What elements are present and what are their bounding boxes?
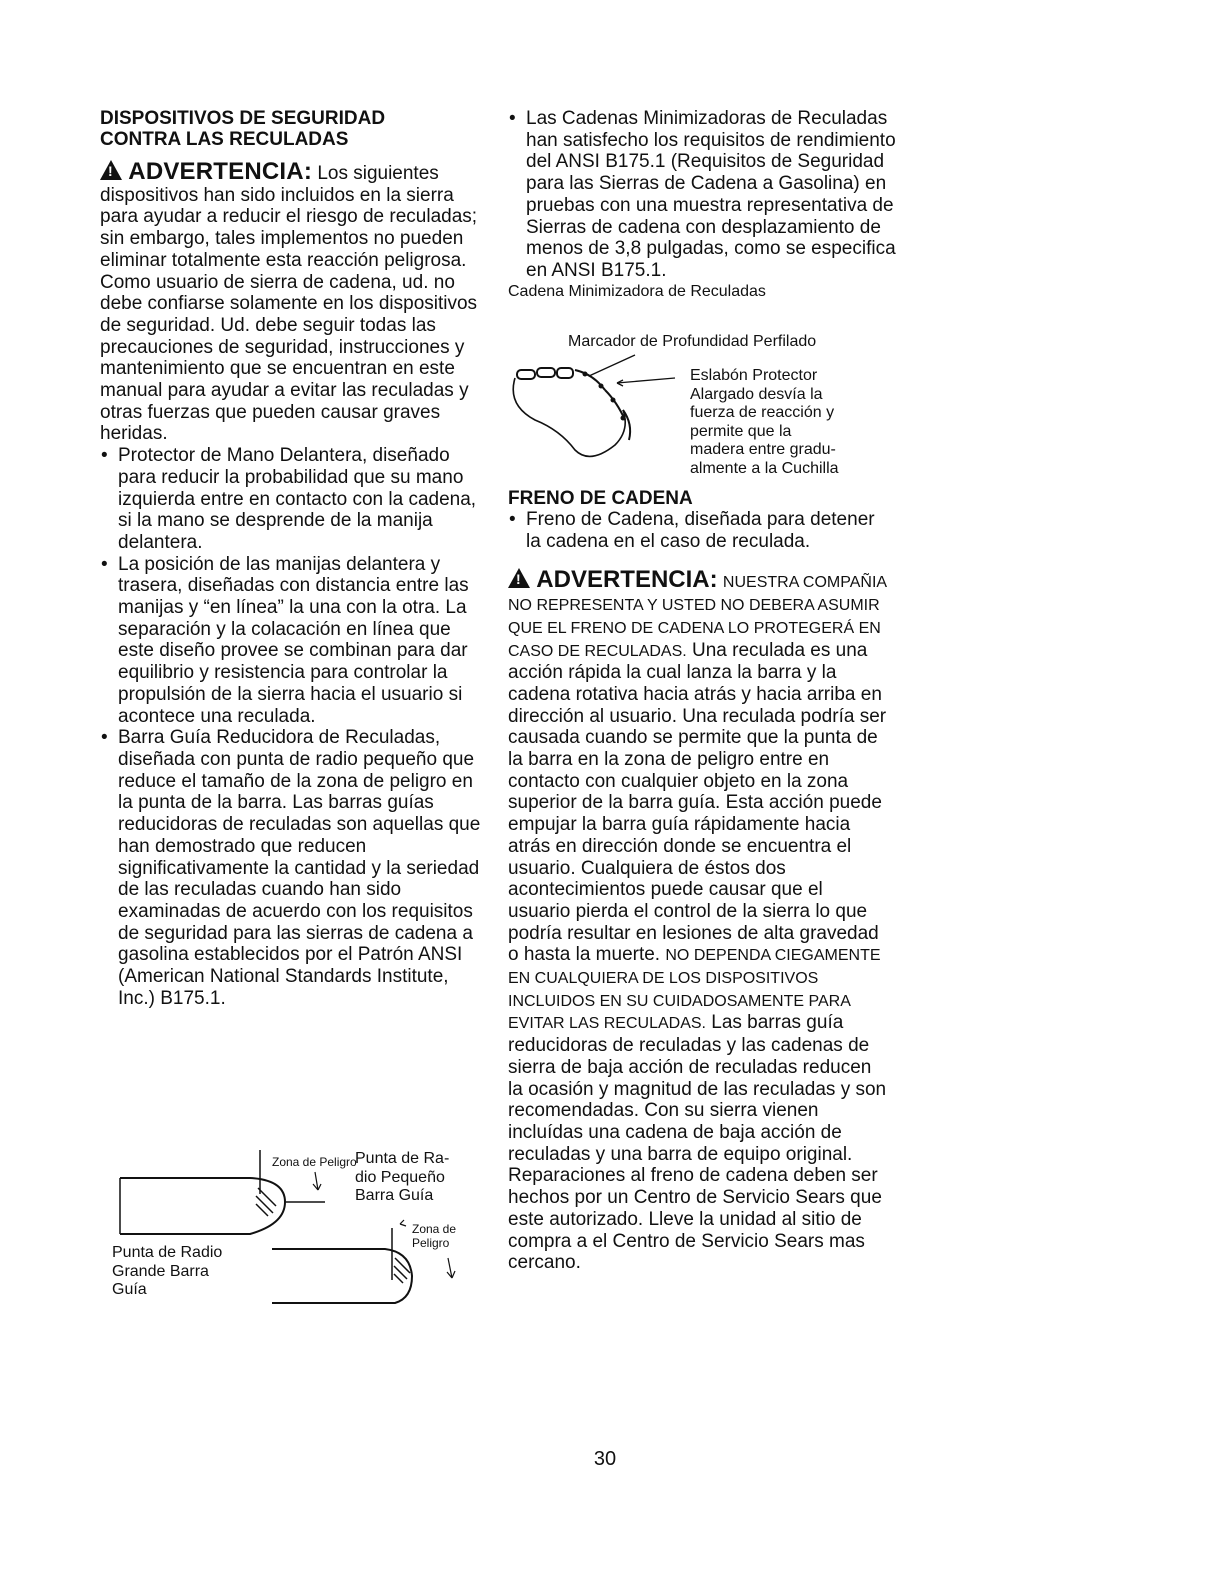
warning-text: Una reculada es una acción rápida la cual lanza la barra y la cadena rotativa hacia atrás y hacia arriba en dirección al usuario. Una reculada podría ser causada cuando se permite que la punta de la barra en la zona de peligro entre en contacto con cualquier objeto en la zona superior de la barra guía. Esta acción puede empujar la barra guía rápidamente hacia atrás en dirección donde se encuentra el usuario. Cualquiera de éstos dos acontecimientos puede causar que el usuario pierda el control de la sierra lo que podría resultar en lesiones de alta gravedad o hasta la muerte. xyxy=(508,639,887,966)
chain-figure-caption: Cadena Minimizadora de Reculadas xyxy=(508,282,766,300)
list-item: • La posición de las manijas delantera y trasera, diseñadas con distancia entre las manijas y “en línea” la una con la otra. La separación y la colacación en línea que este diseño provee se combinan para dar equilibrio y resistencia para controlar la propulsión de la sierra hacia el usuario si acontece una reculada. xyxy=(100,554,490,728)
danger-zone-label-bottom: Zona de Peligro xyxy=(412,1222,457,1250)
safety-device-list xyxy=(100,445,490,1009)
warning-title: ADVERTENCIA: xyxy=(128,158,313,185)
chain-list xyxy=(508,108,903,282)
danger-zone-label-top: Zona de Peligro xyxy=(272,1155,357,1169)
large-tip-label: Punta de Radio Grande Barra Guía xyxy=(112,1244,223,1298)
warning-text-2: Las barras guía reducidoras de reculadas y las cadenas de sierra de baja acción de reculadas reducen la ocasión y magnitud de las reculadas y son recomendadas. Con su sierra vienen incluídas una cadena de baja acción de reculadas y una barra de equipo original. Reparaciones al freno de cadena deben ser hechos por un Centro de Servicio Sears que este autorizado. Lleve la unidad al sitio de compra a el Centro de Servicio Sears mas cercano. xyxy=(508,1012,887,1274)
warning-caps-text-2: NO DEPENDA CIEGAMENTE EN CUALQUIERA DE LOS DISPOSITIVOS INCLUIDOS EN SU CUIDADOSAMENTE PARA EVITAR LAS RECULADAS. xyxy=(508,947,881,1033)
list-item: • Freno de Cadena, diseñada para detener la cadena en el caso de reculada. xyxy=(508,509,888,552)
chain-brake-section xyxy=(508,488,888,1274)
page-number: 30 xyxy=(593,1448,617,1470)
warning-icon xyxy=(100,160,122,180)
chain-diagram xyxy=(505,350,685,470)
brake-list xyxy=(508,509,888,552)
section-heading: DISPOSITIVOS DE SEGURIDAD CONTRA LAS RECULADAS xyxy=(100,108,386,150)
brake-heading: FRENO DE CADENA xyxy=(508,488,693,509)
list-item: • Las Cadenas Minimizadoras de Reculadas han satisfecho los requisitos de rendimiento del ANSI B175.1 (Requisitos de Seguridad para las Sierras de Cadena a Gasolina) en pruebas con una muestra representativa de Sierras de cadena con desplazamiento de menos de 3,8 pulgadas, como se especifica en ANSI B175.1. xyxy=(508,108,903,282)
depth-gauge-label: Marcador de Profundidad Perfilado xyxy=(568,333,817,350)
warning-paragraph xyxy=(100,160,490,445)
warning-caps-text: NUESTRA COMPAÑIA NO REPRESENTA Y USTED NO DEBERA ASUMIR QUE EL FRENO DE CADENA LO PROTEGERÁ EN CASO DE RECULADAS. xyxy=(508,574,887,660)
guard-link-label: Eslabón Protector Alargado desvía la fuerza de reacción y permite que la madera entre gradu- almente a la Cuchilla xyxy=(690,367,839,477)
right-column xyxy=(508,108,903,301)
list-item: • Protector de Mano Delantera, diseñado para reducir la probabilidad que su mano izquierda entre en contacto con la cadena, si la mano se desprende de la manija delantera. xyxy=(100,445,490,554)
left-column xyxy=(100,108,490,1009)
brake-warning-paragraph xyxy=(508,568,888,1274)
warning-title: ADVERTENCIA: xyxy=(536,566,718,594)
warning-text: Los siguientes dispositivos han sido incluidos en la sierra para ayudar a reducir el riesgo de reculadas; sin embargo, tales implementos no pueden eliminar totalmente esta reacción peligrosa. Como usuario de sierra de cadena, ud. no debe confiarse solamente en los dispositivos de seguridad. Ud. debe seguir todas las precauciones de seguridad, instrucciones y mantenimiento que se encuentran en este manual para ayudar a evitar las reculadas y otras fuerzas que pueden causar graves heridas. xyxy=(100,163,478,445)
small-tip-label: Punta de Ra- dio Pequeño Barra Guía xyxy=(355,1150,450,1204)
list-item: • Barra Guía Reducidora de Reculadas, diseñada con punta de radio pequeño que reduce el tamaño de la zona de peligro en la punta de la barra. Las barras guías reducidoras de reculadas son aquellas que han demostrado que reducen significativamente la cantidad y la seriedad de las reculadas cuando han sido examinadas de acuerdo con los requisitos de seguridad para las sierras de cadena a gasolina establecidos por el Patrón ANSI (American National Standards Institute, Inc.) B175.1. xyxy=(100,727,490,1009)
warning-icon xyxy=(508,568,530,588)
